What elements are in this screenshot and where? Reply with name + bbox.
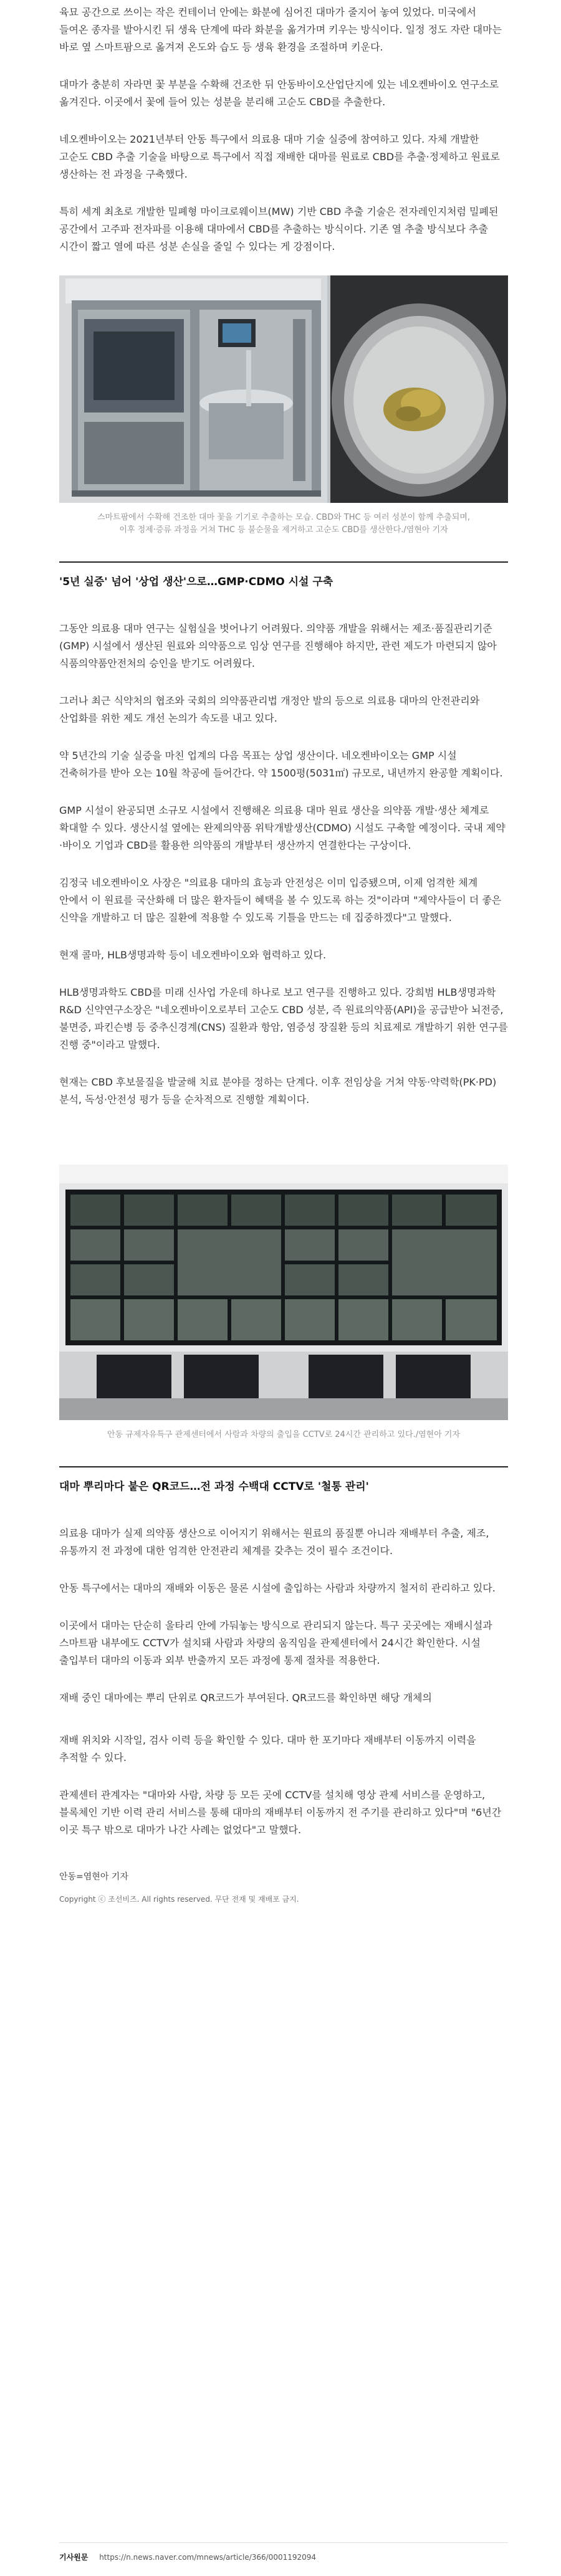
paragraph: 대마가 충분히 자라면 꽃 부분을 수확해 건조한 뒤 안동바이오산업단지에 있는 네오켄바이오 연구소로 옮겨진다. 이곳에서 꽃에 들어 있는 성분을 분리해 고순도 CBD를 추출한다. xyxy=(59,79,499,108)
paragraph: 의료용 대마가 실제 의약품 생산으로 이어지기 위해서는 원료의 품질뿐 아니라 재배부터 추출, 제조, 유통까지 전 과정에 대한 엄격한 안전관리 체계를 갖추는 것이 필수 조건이다. xyxy=(59,1527,489,1557)
paragraph-group-2 xyxy=(59,620,508,1109)
paragraph: HLB생명과학도 CBD를 미래 신사업 가운데 하나로 보고 연구를 진행하고 있다. 강희범 HLB생명과학 R&D 신약연구소장은 "네오켄바이오로부터 고순도 CBD 성분, 즉 원료의약품(API)을 공급받아 뇌전증, 불면증, 파킨슨병 등 중추신경계(CNS) 질환과 항암, 염증성 장질환 등의 치료제로 개발하기 위한 연구를 진행 중"이라고 말했다. xyxy=(59,986,508,1051)
paragraph: 재배 위치와 시작일, 검사 이력 등을 확인할 수 있다. 대마 한 포기마다 재배부터 이동까지 이력을 추적할 수 있다. xyxy=(59,1734,476,1763)
paragraph: 네오켄바이오는 2021년부터 안동 특구에서 의료용 대마 기술 실증에 참여하고 있다. 자체 개발한 고순도 CBD 추출 기술을 바탕으로 특구에서 직접 재배한 대마를 원료로 CBD를 추출·정제하고 원료로 생산하는 전 과정을 구축했다. xyxy=(59,133,500,180)
source-label: 기사원문 xyxy=(59,2553,89,2562)
paragraph-group-3 xyxy=(59,1525,508,1839)
paragraph: 현재는 CBD 후보물질을 발굴해 치료 분야를 정하는 단계다. 이후 전임상을 거쳐 약동·약력학(PK·PD) 분석, 독성·안전성 평가 등을 순차적으로 진행할 계획이다. xyxy=(59,1076,497,1105)
control-center-photo xyxy=(59,1165,508,1420)
figure-extraction xyxy=(59,275,508,537)
cctv-control-room-image xyxy=(59,1165,508,1420)
figure-control-center xyxy=(59,1165,508,1441)
paragraph: 약 5년간의 기술 실증을 마친 업계의 다음 목표는 상업 생산이다. 네오켄바이오는 GMP 시설 건축허가를 받아 오는 10월 착공에 들어간다. 약 1500평(5031㎡) 규모로, 내년까지 완공할 계획이다. xyxy=(59,750,503,779)
paragraph: 현재 콜마, HLB생명과학 등이 네오켄바이오와 협력하고 있다. xyxy=(59,949,327,961)
paragraph: 김정국 네오켄바이오 사장은 "의료용 대마의 효능과 안전성은 이미 입증됐으며, 이제 엄격한 체계 안에서 이 원료를 국산화해 더 많은 환자들이 혜택을 볼 수 있도록 하는 것"이라며 "제약사들이 더 좋은 신약을 개발하고 더 많은 질환에 적용할 수 있도록 기틀을 만드는 데 집중하겠다"고 말했다. xyxy=(59,877,502,923)
article-body xyxy=(59,0,508,1904)
paragraph-group-1 xyxy=(59,0,508,255)
paragraph: 그동안 의료용 대마 연구는 실험실을 벗어나기 어려웠다. 의약품 개발을 위해서는 제조·품질관리기준(GMP) 시설에서 생산된 원료와 의약품으로 임상 연구를 진행해야 하지만, 관련 제도가 마련되지 않아 식품의약품안전처의 승인을 받기도 어려웠다. xyxy=(59,623,497,669)
paragraph: GMP 시설이 완공되면 소규모 시설에서 진행해온 의료용 대마 원료 생산을 의약품 개발·생산 체계로 확대할 수 있다. 생산시설 옆에는 완제의약품 위탁개발생산(CDMO) 시설도 구축할 예정이다. 국내 제약·바이오 기업과 CBD를 활용한 의약품의 개발부터 생산까지 연결한다는 구상이다. xyxy=(59,804,506,851)
paragraph: 재배 중인 대마에는 뿌리 단위로 QR코드가 부여된다. QR코드를 확인하면 해당 개체의 xyxy=(59,1692,432,1704)
paragraph: 이곳에서 대마는 단순히 울타리 안에 가둬놓는 방식으로 관리되지 않는다. 특구 곳곳에는 재배시설과 스마트팜 내부에도 CCTV가 설치돼 사람과 차량의 움직임을 관제센터에서 24시간 확인한다. 시설 출입부터 대마의 이동과 외부 반출까지 모든 과정에 통제 절차를 적용한다. xyxy=(59,1620,492,1666)
source-url-bar xyxy=(59,2542,508,2562)
figure-caption: 안동 규제자유특구 관제센터에서 사람과 차량의 출입을 CCTV로 24시간 관리하고 있다./염현아 기자 xyxy=(107,1430,460,1439)
byline: 안동=염현아 기자 xyxy=(59,1872,128,1882)
paragraph: 그러나 최근 식약처의 협조와 국회의 의약품관리법 개정안 발의 등으로 의료용 대마의 안전관리와 산업화를 위한 제도 개선 논의가 속도를 내고 있다. xyxy=(59,695,480,724)
paragraph: 특히 세계 최초로 개발한 밀폐형 마이크로웨이브(MW) 기반 CBD 추출 기술은 전자레인지처럼 밀폐된 공간에서 고주파 전자파를 이용해 대마에서 CBD를 추출하는 방식이다. 기존 열 추출 방식보다 추출 시간이 짧고 열에 따른 성분 손실을 줄일 수 있다는 게 강점이다. xyxy=(59,206,499,252)
paragraph: 육묘 공간으로 쓰이는 작은 컨테이너 안에는 화분에 심어진 대마가 줄지어 놓여 있었다. 미국에서 들여온 종자를 발아시킨 뒤 생육 단계에 따라 화분을 옮겨가며 키우는 방식이다. 일정 정도 자란 대마는 바로 옆 스마트팜으로 옮겨져 온도와 습도 등 생육 환경을 조절하며 키운다. xyxy=(59,6,502,53)
paragraph: 안동 특구에서는 대마의 재배와 이동은 물론 시설에 출입하는 사람과 차량까지 철저히 관리하고 있다. xyxy=(59,1582,496,1594)
section-subheading: 대마 뿌리마다 붙은 QR코드…전 과정 수백대 CCTV로 '철통 관리' xyxy=(59,1466,508,1495)
paragraph: 관제센터 관계자는 "대마와 사람, 차량 등 모든 곳에 CCTV를 설치해 영상 관제 서비스를 운영하고, 블록체인 기반 이력 관리 서비스를 통해 대마의 재배부터 이동까지 전 주기를 관리하고 있다"며 "6년간 이곳 특구 밖으로 대마가 나간 사례는 없었다"고 말했다. xyxy=(59,1789,502,1836)
extraction-machine-image xyxy=(59,275,508,503)
figure-caption: 스마트팜에서 수확해 건조한 대마 꽃을 기기로 추출하는 모습. CBD와 THC 등 여러 성분이 함께 추출되며, 이후 정제·증류 과정을 거쳐 THC 등 불순물을 제거하고 고순도 CBD를 생산한다./염현아 기자 xyxy=(97,513,471,535)
section-subheading: '5년 실증' 넘어 '상업 생산'으로…GMP·CDMO 시설 구축 xyxy=(59,561,508,590)
extraction-photo xyxy=(59,275,508,503)
source-url-link[interactable]: https://n.news.naver.com/mnews/article/366/0001192094 xyxy=(99,2553,317,2562)
copyright-notice: Copyright ⓒ 조선비즈. All rights reserved. 무단 전재 및 재배포 금지. xyxy=(59,1895,299,1904)
